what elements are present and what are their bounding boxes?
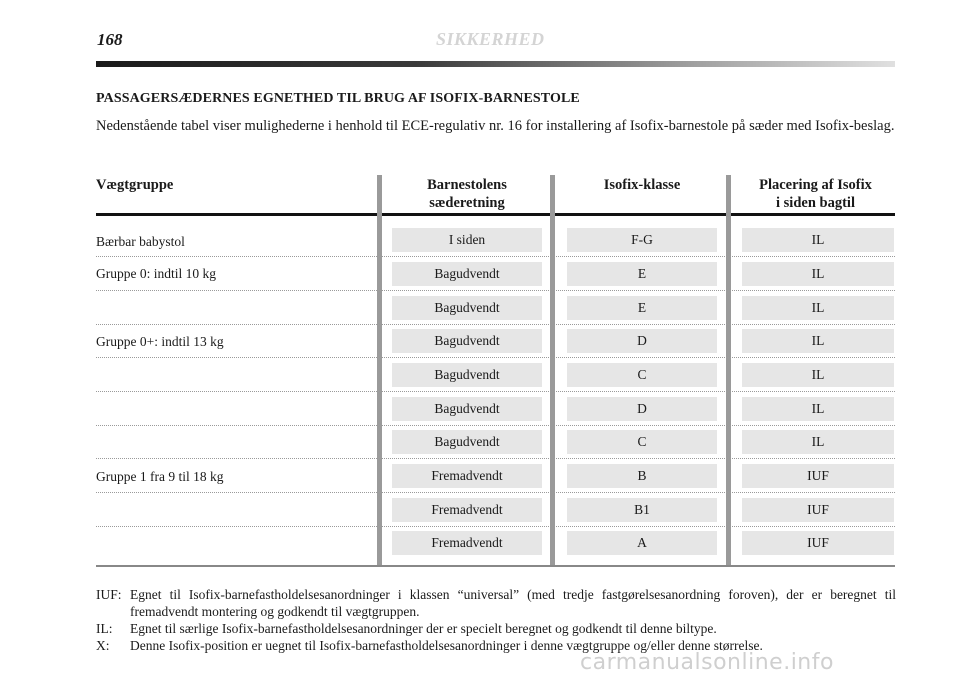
placement-cell: IL bbox=[742, 430, 894, 454]
footnote-text: Egnet til Isofix-barnefastholdelsesanordninger i klassen “universal” (med tredje fastgørelsesanordning foroven), der er beregnet til fremadvendt montering og godkendt til vægtgruppen. bbox=[130, 587, 896, 619]
heading: PASSAGERSÆDERNES EGNETHED TIL BRUG AF ISOFIX-BARNESTOLE bbox=[96, 91, 580, 106]
column-header-weight: Vægtgruppe bbox=[96, 177, 174, 193]
direction-cell: Fremadvendt bbox=[392, 498, 542, 522]
placement-cell: IL bbox=[742, 296, 894, 320]
column-header-class: Isofix-klasse bbox=[603, 177, 681, 193]
row-divider bbox=[96, 425, 895, 426]
isofix-class-cell: C bbox=[567, 363, 717, 387]
row-divider bbox=[96, 324, 895, 325]
row-divider bbox=[96, 391, 895, 392]
row-divider bbox=[96, 290, 895, 291]
column-header-placement-line1: Placering af Isofix bbox=[759, 177, 872, 193]
footnote-text: Denne Isofix-position er uegnet til Isofix-barnefastholdelsesanordninger i denne vægtgruppe og/eller denne størrelse. bbox=[130, 638, 763, 653]
placement-cell: IUF bbox=[742, 531, 894, 555]
row-divider bbox=[96, 357, 895, 358]
footnote bbox=[96, 620, 896, 637]
direction-cell: I siden bbox=[392, 228, 542, 252]
column-header-direction bbox=[392, 176, 542, 212]
direction-cell: Bagudvendt bbox=[392, 329, 542, 353]
footnote-key: IUF: bbox=[96, 587, 122, 602]
placement-cell: IL bbox=[742, 262, 894, 286]
column-header-direction-line2: sæderetning bbox=[429, 195, 505, 211]
direction-cell: Bagudvendt bbox=[392, 397, 542, 421]
column-header-placement bbox=[728, 176, 903, 212]
row-divider bbox=[96, 492, 895, 493]
weight-group-label: Bærbar babystol bbox=[96, 234, 185, 249]
direction-cell: Bagudvendt bbox=[392, 296, 542, 320]
header-underline bbox=[96, 213, 895, 216]
row-divider bbox=[96, 526, 895, 527]
footnotes bbox=[96, 586, 896, 654]
footnote-key: IL: bbox=[96, 621, 113, 636]
column-header-placement-line2: i siden bagtil bbox=[776, 195, 855, 211]
column-separator bbox=[726, 175, 731, 567]
isofix-class-cell: E bbox=[567, 296, 717, 320]
row-divider bbox=[96, 458, 895, 459]
direction-cell: Bagudvendt bbox=[392, 363, 542, 387]
placement-cell: IUF bbox=[742, 464, 894, 488]
footnote bbox=[96, 586, 896, 620]
column-separator bbox=[377, 175, 382, 567]
isofix-class-cell: C bbox=[567, 430, 717, 454]
isofix-class-cell: A bbox=[567, 531, 717, 555]
watermark: carmanualsonline.info bbox=[580, 650, 834, 675]
placement-cell: IL bbox=[742, 397, 894, 421]
isofix-class-cell: D bbox=[567, 397, 717, 421]
intro-paragraph: Nedenstående tabel viser mulighederne i henhold til ECE-regulativ nr. 16 for installering af Isofix-barnestole på sæder med Isofix-beslag. bbox=[96, 118, 895, 134]
isofix-class-cell: F-G bbox=[567, 228, 717, 252]
direction-cell: Fremadvendt bbox=[392, 531, 542, 555]
placement-cell: IL bbox=[742, 363, 894, 387]
header-rule bbox=[96, 61, 895, 67]
row-divider bbox=[96, 256, 895, 257]
weight-group-label: Gruppe 1 fra 9 til 18 kg bbox=[96, 469, 224, 484]
direction-cell: Bagudvendt bbox=[392, 430, 542, 454]
weight-group-label: Gruppe 0+: indtil 13 kg bbox=[96, 334, 224, 349]
footnote-text: Egnet til særlige Isofix-barnefastholdelsesanordninger der er specielt beregnet og godkendt til denne biltype. bbox=[130, 621, 717, 636]
footnote-key: X: bbox=[96, 638, 110, 653]
isofix-class-cell: E bbox=[567, 262, 717, 286]
direction-cell: Bagudvendt bbox=[392, 262, 542, 286]
isofix-class-cell: B1 bbox=[567, 498, 717, 522]
placement-cell: IL bbox=[742, 228, 894, 252]
bottom-rule bbox=[96, 565, 895, 567]
page-number: 168 bbox=[97, 30, 123, 49]
column-separator bbox=[550, 175, 555, 567]
isofix-class-cell: D bbox=[567, 329, 717, 353]
section-title: SIKKERHED bbox=[436, 29, 545, 49]
placement-cell: IL bbox=[742, 329, 894, 353]
column-header-direction-line1: Barnestolens bbox=[427, 177, 507, 193]
weight-group-label: Gruppe 0: indtil 10 kg bbox=[96, 266, 216, 281]
placement-cell: IUF bbox=[742, 498, 894, 522]
isofix-class-cell: B bbox=[567, 464, 717, 488]
direction-cell: Fremadvendt bbox=[392, 464, 542, 488]
